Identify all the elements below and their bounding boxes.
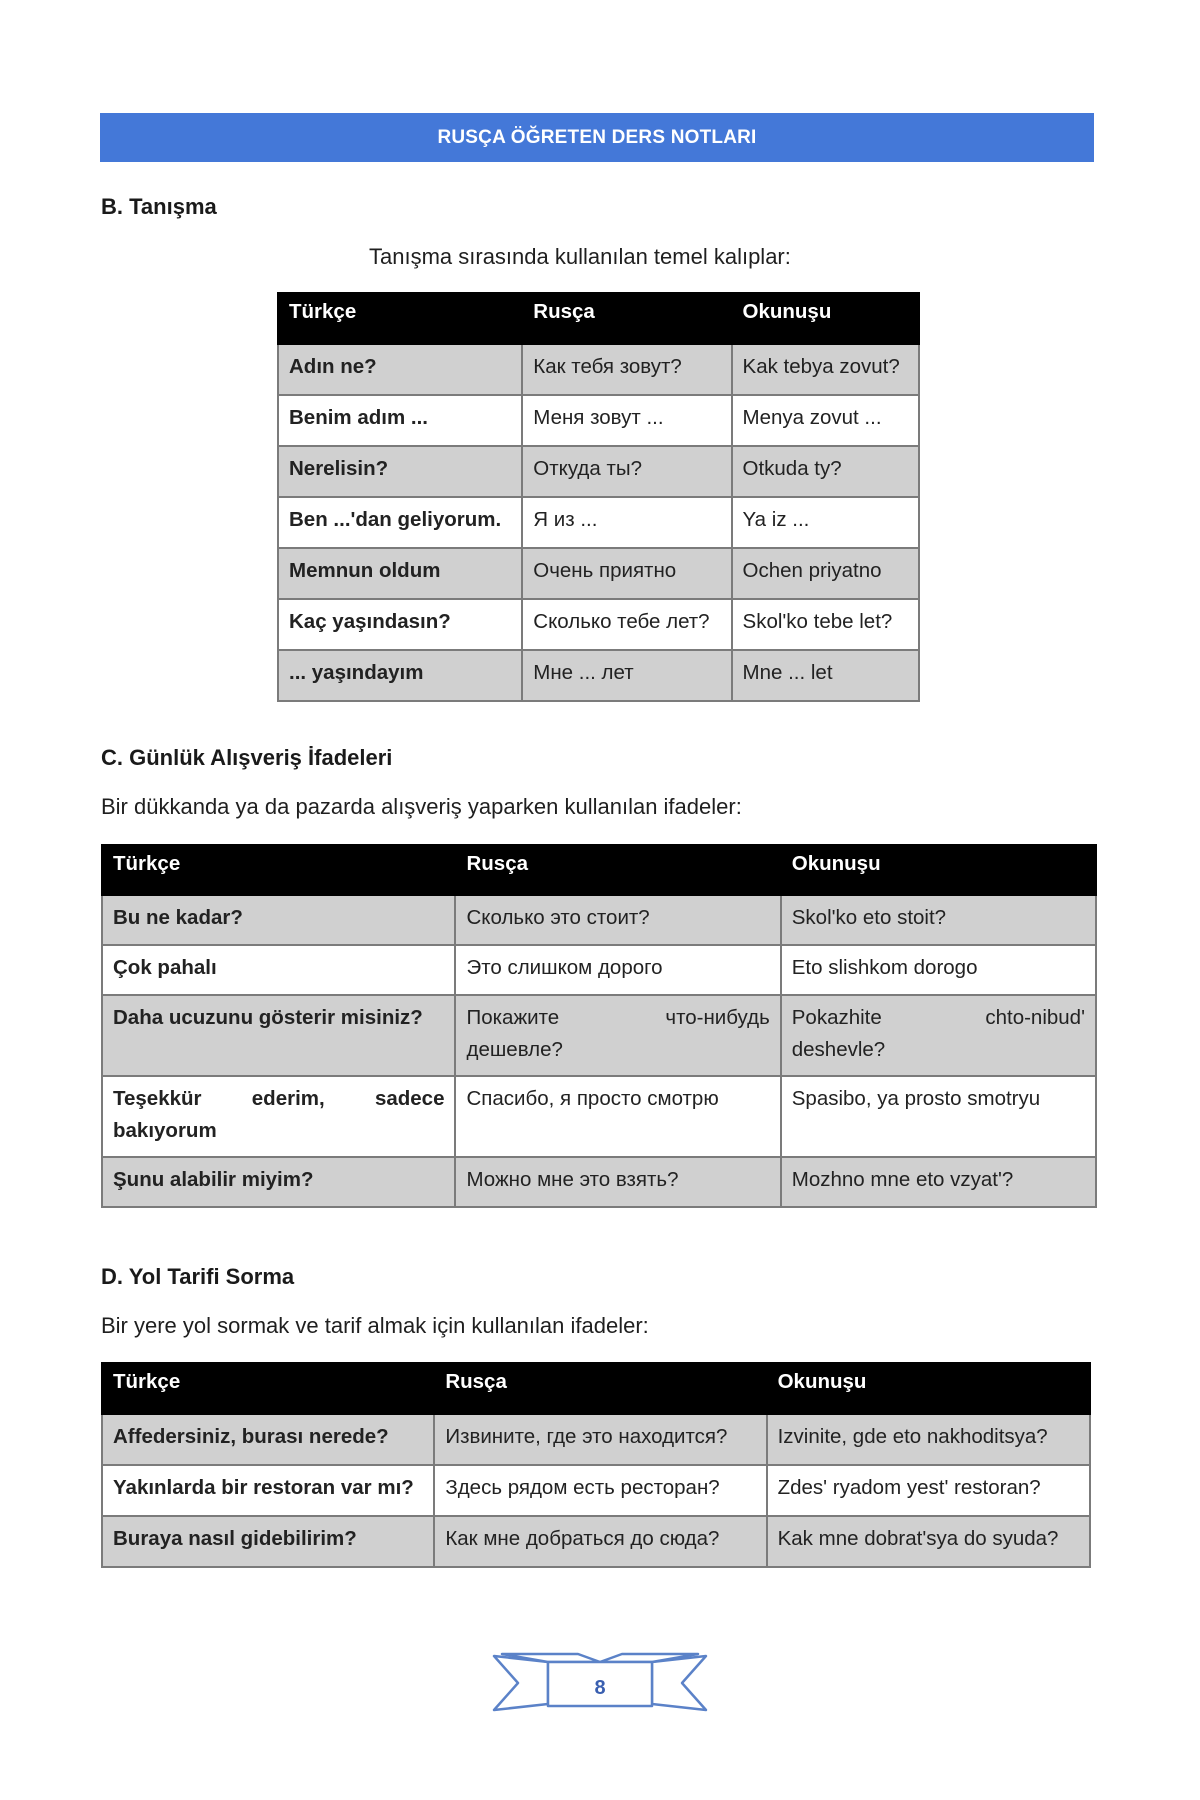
cell-russian: Очень приятно: [522, 548, 731, 599]
cell-reading: Otkuda ty?: [732, 446, 919, 497]
cell-reading: Kak mne dobrat'sya do syuda?: [767, 1516, 1090, 1567]
page-number: 8: [594, 1677, 606, 1699]
cell-turkish: Adın ne?: [278, 344, 522, 395]
cell-russian: Можно мне это взять?: [455, 1157, 780, 1207]
cell-reading: Izvinite, gde eto nakhoditsya?: [767, 1414, 1090, 1465]
table-header-row: [102, 1363, 1090, 1414]
table-row: [278, 599, 919, 650]
cell-russian: Я из ...: [522, 497, 731, 548]
table-row: [278, 344, 919, 395]
cell-turkish: Memnun oldum: [278, 548, 522, 599]
table-row: [278, 395, 919, 446]
table-row: [102, 995, 1096, 1076]
section-intro-alisveris: Bir dükkanda ya da pazarda alışveriş yaparken kullanılan ifadeler:: [101, 794, 742, 819]
cell-turkish: Bu ne kadar?: [102, 895, 455, 945]
table-header-row: [102, 845, 1096, 895]
col-header-russian: Rusça: [455, 845, 780, 895]
cell-word: sadece: [374, 1087, 445, 1110]
cell-turkish: Daha ucuzunu gösterir misiniz?: [102, 995, 455, 1076]
ribbon-left-tail: [494, 1656, 548, 1710]
table-row: [278, 650, 919, 701]
document-title: RUSÇA ÖĞRETEN DERS NOTLARI: [437, 126, 757, 148]
cell-turkish: Buraya nasıl gidebilirim?: [102, 1516, 434, 1567]
table-row: [102, 945, 1096, 995]
cell-word: chto-nibud': [985, 1006, 1085, 1029]
cell-word: deshevle?: [791, 1037, 886, 1061]
cell-russian: Как мне добраться до сюда?: [434, 1516, 766, 1567]
document-header: [100, 113, 1094, 162]
table-row: [102, 1076, 1096, 1157]
cell-turkish: Kaç yaşındasın?: [278, 599, 522, 650]
cell-reading: Ya iz ...: [732, 497, 919, 548]
col-header-turkish: Türkçe: [278, 293, 522, 344]
cell-russian: Меня зовут ...: [522, 395, 731, 446]
cell-turkish: Ben ...'dan geliyorum.: [278, 497, 522, 548]
section-intro-tanisma: Tanışma sırasında kullanılan temel kalıplar:: [369, 244, 791, 269]
section-heading-tanisma: B. Tanışma: [101, 194, 217, 219]
table-row: [102, 895, 1096, 945]
col-header-reading: Okunuşu: [767, 1363, 1090, 1414]
col-header-reading: Okunuşu: [732, 293, 919, 344]
cell-word: дешевле?: [466, 1037, 563, 1061]
section-heading-yol-tarifi: D. Yol Tarifi Sorma: [101, 1264, 295, 1289]
cell-russian: [455, 995, 780, 1076]
cell-reading: Spasibo, ya prosto smotryu: [781, 1076, 1096, 1157]
cell-russian: Как тебя зовут?: [522, 344, 731, 395]
cell-russian: Извините, где это находится?: [434, 1414, 766, 1465]
table-row: [278, 446, 919, 497]
cell-reading: Menya zovut ...: [732, 395, 919, 446]
cell-word: что-нибудь: [665, 1006, 770, 1029]
cell-turkish: Benim adım ...: [278, 395, 522, 446]
cell-russian: Спасибо, я просто смотрю: [455, 1076, 780, 1157]
table-row: [102, 1465, 1090, 1516]
cell-turkish: ... yaşındayım: [278, 650, 522, 701]
cell-turkish: Çok pahalı: [102, 945, 455, 995]
cell-reading: Kak tebya zovut?: [732, 344, 919, 395]
cell-turkish: Nerelisin?: [278, 446, 522, 497]
section-heading-alisveris: C. Günlük Alışveriş İfadeleri: [101, 745, 393, 770]
cell-reading: [781, 995, 1096, 1076]
table-yol-tarifi: [101, 1362, 1091, 1568]
cell-turkish: Yakınlarda bir restoran var mı?: [102, 1465, 434, 1516]
cell-reading: Mne ... let: [732, 650, 919, 701]
page-number-ribbon: [492, 1648, 708, 1716]
table-row: [278, 548, 919, 599]
table-row: [278, 497, 919, 548]
cell-word: ederim,: [251, 1087, 325, 1110]
section-intro-yol-tarifi: Bir yere yol sormak ve tarif almak için kullanılan ifadeler:: [101, 1313, 649, 1338]
cell-russian: Мне ... лет: [522, 650, 731, 701]
cell-russian: Сколько это стоит?: [455, 895, 780, 945]
cell-turkish: Affedersiniz, burası nerede?: [102, 1414, 434, 1465]
table-tanisma: [277, 292, 920, 702]
cell-russian: Это слишком дорого: [455, 945, 780, 995]
cell-reading: Mozhno mne eto vzyat'?: [781, 1157, 1096, 1207]
cell-word: Pokazhite: [791, 1006, 882, 1029]
cell-russian: Здесь рядом есть ресторан?: [434, 1465, 766, 1516]
col-header-reading: Okunuşu: [781, 845, 1096, 895]
cell-word: Покажите: [466, 1006, 560, 1029]
col-header-russian: Rusça: [522, 293, 731, 344]
table-row: [102, 1414, 1090, 1465]
table-row: [102, 1157, 1096, 1207]
cell-reading: Skol'ko eto stoit?: [781, 895, 1096, 945]
table-alisveris: [101, 844, 1097, 1208]
cell-turkish: [102, 1076, 455, 1157]
table-header-row: [278, 293, 919, 344]
ribbon-right-tail: [652, 1656, 706, 1710]
cell-reading: Skol'ko tebe let?: [732, 599, 919, 650]
col-header-turkish: Türkçe: [102, 1363, 434, 1414]
cell-word: Teşekkür: [113, 1087, 202, 1110]
col-header-turkish: Türkçe: [102, 845, 455, 895]
cell-reading: Ochen priyatno: [732, 548, 919, 599]
cell-russian: Сколько тебе лет?: [522, 599, 731, 650]
table-row: [102, 1516, 1090, 1567]
col-header-russian: Rusça: [434, 1363, 766, 1414]
cell-reading: Eto slishkom dorogo: [781, 945, 1096, 995]
cell-turkish: Şunu alabilir miyim?: [102, 1157, 455, 1207]
cell-word: bakıyorum: [113, 1118, 217, 1142]
cell-russian: Откуда ты?: [522, 446, 731, 497]
cell-reading: Zdes' ryadom yest' restoran?: [767, 1465, 1090, 1516]
